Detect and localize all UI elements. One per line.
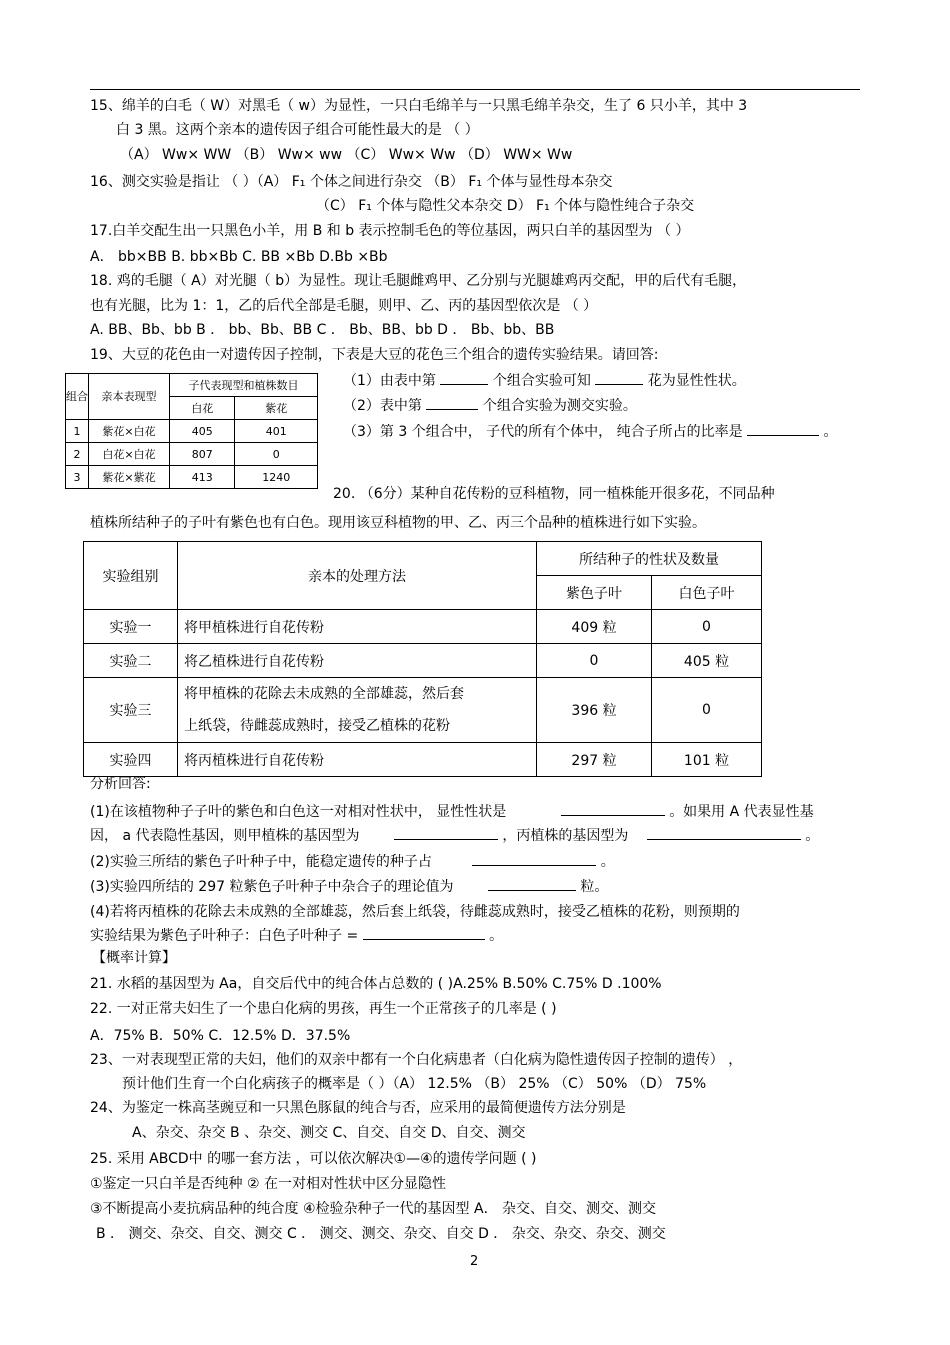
table-row bbox=[84, 644, 762, 678]
t20-white: 101 粒 bbox=[652, 743, 762, 777]
t19-h-offspring: 子代表现型和植株数目 bbox=[170, 374, 318, 397]
q18-options: A. BB、Bb、bb B ． bb、Bb、BB C ． Bb、BB、bb D ． Bb、bb、BB bbox=[90, 322, 555, 338]
q25-options: B ． 测交、杂交、自交、测交 C ． 测交、测交、杂交、自交 D ． 杂交、杂交、杂交、测交 bbox=[96, 1226, 666, 1242]
t20-method bbox=[178, 678, 537, 743]
table-row bbox=[66, 420, 318, 443]
page-number: 2 bbox=[470, 1254, 479, 1269]
t19-cell: 紫花×紫花 bbox=[89, 466, 170, 489]
table-row bbox=[84, 743, 762, 777]
t20-group: 实验二 bbox=[84, 644, 178, 678]
q20-analysis: 分析回答: bbox=[90, 776, 151, 792]
t20-h-group: 实验组别 bbox=[84, 542, 178, 610]
q15-line2: 白 3 黑。这两个亲本的遗传因子组合可能性最大的是 （ ） bbox=[116, 122, 479, 138]
q20-a3 bbox=[90, 851, 615, 872]
t19-h-white: 白花 bbox=[170, 397, 235, 420]
q19-sub1 bbox=[343, 370, 746, 391]
q24-options: A、杂交、杂交 B 、杂交、测交 C、自交、自交 D、自交、测交 bbox=[132, 1125, 526, 1141]
table-row bbox=[66, 466, 318, 489]
q18-line2: 也有光腿，比为 1：1，乙的后代全部是毛腿，则甲、乙、丙的基因型依次是 （ ） bbox=[90, 298, 598, 314]
q17-line1: 17.白羊交配生出一只黑色小羊，用 B 和 b 表示控制毛色的等位基因，两只白羊的基因型为 （ ） bbox=[90, 223, 690, 239]
t20-method: 将甲植株进行自花传粉 bbox=[178, 610, 537, 644]
q20-a1 bbox=[90, 801, 814, 822]
t20-white: 0 bbox=[652, 610, 762, 644]
t19-cell: 807 bbox=[170, 443, 235, 466]
q19-s3a: （3）第 3 个组合中， 子代的所有个体中， 纯合子所占的比率是 bbox=[343, 424, 743, 440]
table-row bbox=[84, 610, 762, 644]
q20-a6b: 。 bbox=[489, 928, 504, 944]
t20-white: 405 粒 bbox=[652, 644, 762, 678]
t19-cell: 1240 bbox=[235, 466, 318, 489]
q20-a5: (4)若将丙植株的花除去未成熟的全部雄蕊，然后套上纸袋，待雌蕊成熟时，接受乙植株的花粉，则预期的 bbox=[90, 904, 740, 920]
t20-method: 将丙植株进行自花传粉 bbox=[178, 743, 537, 777]
t19-cell: 白花×白花 bbox=[89, 443, 170, 466]
q18-line1: 18. 鸡的毛腿（ A）对光腿（ b）为显性。现让毛腿雌鸡甲、乙分别与光腿雄鸡丙交配，甲的后代有毛腿， bbox=[90, 273, 747, 289]
t20-group: 实验四 bbox=[84, 743, 178, 777]
q19-s2a: （2）表中第 bbox=[343, 398, 422, 414]
q19-s1a: （1）由表中第 bbox=[343, 373, 436, 389]
t19-cell: 401 bbox=[235, 420, 318, 443]
t20-white: 0 bbox=[652, 678, 762, 743]
section-heading: 【概率计算】 bbox=[92, 950, 176, 966]
q25-stem: 25. 采用 ABCD中 的哪一套方法 ，可以依次解决①—④的遗传学问题 ( ) bbox=[90, 1151, 537, 1167]
q20-a2b: ，丙植株的基因型为 bbox=[502, 828, 629, 844]
q20-blank3[interactable] bbox=[647, 825, 801, 840]
t20-method: 将乙植株进行自花传粉 bbox=[178, 644, 537, 678]
q19-blank1[interactable] bbox=[440, 370, 488, 385]
q20-blank1[interactable] bbox=[561, 801, 665, 816]
q23-line1: 23、一对表现型正常的夫妇，他们的双亲中都有一个白化病患者（白化病为隐性遗传因子控制的遗传） ， bbox=[90, 1052, 743, 1068]
q22: 22. 一对正常夫妇生了一个患白化病的男孩，再生一个正常孩子的几率是 ( ) bbox=[90, 1001, 557, 1017]
q19-s3b: 。 bbox=[823, 424, 838, 440]
q20-blank4[interactable] bbox=[472, 851, 596, 866]
t20-h-method: 亲本的处理方法 bbox=[178, 542, 537, 610]
t20-h-purple: 紫色子叶 bbox=[537, 576, 652, 610]
q19-blank4[interactable] bbox=[747, 421, 819, 436]
q24: 24、为鉴定一株高茎豌豆和一只黑色豚鼠的纯合与否，应采用的最简便遗传方法分别是 bbox=[90, 1100, 626, 1116]
t19-cell: 紫花×白花 bbox=[89, 420, 170, 443]
q20-blank2[interactable] bbox=[394, 825, 498, 840]
q23-line2: 预计他们生育一个白化病孩子的概率是（ ）（A） 12.5% （B） 25% （C） 50% （D） 75% bbox=[122, 1076, 707, 1092]
t20-method-line2: 上纸袋，待雌蕊成熟时，接受乙植株的花粉 bbox=[184, 718, 450, 734]
q16-line2: （C） F₁ 个体与隐性父本杂交 D） F₁ 个体与隐性纯合子杂交 bbox=[316, 198, 695, 214]
table-row bbox=[66, 443, 318, 466]
t20-purple: 0 bbox=[537, 644, 652, 678]
q20-a4-text: (3)实验四所结的 297 粒紫色子叶种子中杂合子的理论值为 bbox=[90, 879, 454, 895]
t20-purple: 396 粒 bbox=[537, 678, 652, 743]
q20-a1b: 。如果用 A 代表显性基 bbox=[669, 804, 814, 820]
q19-s1c: 花为显性性状。 bbox=[647, 373, 746, 389]
q19-s2b: 个组合实验为测交实验。 bbox=[482, 398, 637, 414]
q20-a1-text: (1)在该植物种子子叶的紫色和白色这一对相对性状中， 显性性状是 bbox=[90, 804, 507, 820]
q16-line1: 16、测交实验是指让 （ ）（A） F₁ 个体之间进行杂交 （B） F₁ 个体与显性母本杂交 bbox=[90, 174, 613, 190]
t20-purple: 297 粒 bbox=[537, 743, 652, 777]
t19-h-purple: 紫花 bbox=[235, 397, 318, 420]
q20-a4b: 粒。 bbox=[580, 879, 609, 895]
q20-blank5[interactable] bbox=[488, 876, 576, 891]
q20-table bbox=[83, 541, 762, 777]
q15-line1: 15、绵羊的白毛（ W）对黑毛（ w）为显性，一只白毛绵羊与一只黑毛绵羊杂交，生了 6 只小羊，其中 3 bbox=[90, 98, 748, 114]
t20-purple: 409 粒 bbox=[537, 610, 652, 644]
q20-stem2: 植株所结种子的子叶有紫色也有白色。现用该豆科植物的甲、乙、丙三个品种的植株进行如下实验。 bbox=[90, 515, 706, 531]
q20-stem1: 20. （6分）某种自花传粉的豆科植物，同一植株能开很多花，不同品种 bbox=[333, 486, 775, 502]
t19-cell: 0 bbox=[235, 443, 318, 466]
t20-group: 实验三 bbox=[84, 678, 178, 743]
q25-items2: ③不断提高小麦抗病品种的纯合度 ④检验杂种子一代的基因型 A． 杂交、自交、测交、测交 bbox=[90, 1201, 657, 1217]
t19-cell: 413 bbox=[170, 466, 235, 489]
t19-h-group: 组合 bbox=[66, 374, 89, 420]
t20-method-line1: 将甲植株的花除去未成熟的全部雄蕊，然后套 bbox=[184, 686, 464, 702]
q19-stem: 19、大豆的花色由一对遗传因子控制，下表是大豆的花色三个组合的遗传实验结果。请回答: bbox=[90, 347, 659, 363]
q21: 21. 水稻的基因型为 Aa，自交后代中的纯合体占总数的 ( )A.25% B.50% C.75% D .100% bbox=[90, 976, 662, 992]
q20-a6 bbox=[90, 925, 503, 946]
t20-h-traits: 所结种子的性状及数量 bbox=[537, 542, 762, 576]
q19-s1b: 个组合实验可知 bbox=[492, 373, 591, 389]
q20-a6-text: 实验结果为紫色子叶种子：白色子叶种子 = bbox=[90, 928, 359, 944]
t20-h-white: 白色子叶 bbox=[652, 576, 762, 610]
q19-table bbox=[65, 373, 318, 489]
q20-a2 bbox=[90, 825, 819, 846]
q17-options: A． bb×BB B. bb×Bb C. BB ×Bb D.Bb ×Bb bbox=[90, 249, 388, 265]
q20-a2-text: 因， a 代表隐性基因，则甲植株的基因型为 bbox=[90, 828, 360, 844]
q19-blank2[interactable] bbox=[595, 370, 643, 385]
q15-options: （A） Ww× WW （B） Ww× ww （C） Ww× Ww （D） WW× Ww bbox=[120, 147, 573, 163]
t19-h-parent: 亲本表现型 bbox=[89, 374, 170, 420]
q20-a3b: 。 bbox=[600, 854, 615, 870]
table-row bbox=[84, 678, 762, 743]
q20-a2c: 。 bbox=[805, 828, 820, 844]
t19-cell: 1 bbox=[66, 420, 89, 443]
q20-a4 bbox=[90, 876, 608, 897]
q19-sub2 bbox=[343, 395, 637, 416]
q19-blank3[interactable] bbox=[426, 395, 478, 410]
t19-cell: 3 bbox=[66, 466, 89, 489]
t19-cell: 405 bbox=[170, 420, 235, 443]
q22-options: A．75% B．50% C．12.5% D．37.5% bbox=[90, 1028, 351, 1044]
q25-items1: ①鉴定一只白羊是否纯种 ② 在一对相对性状中区分显隐性 bbox=[90, 1176, 447, 1192]
q19-sub3 bbox=[343, 421, 838, 442]
t20-group: 实验一 bbox=[84, 610, 178, 644]
header-rule bbox=[90, 89, 860, 90]
t19-cell: 2 bbox=[66, 443, 89, 466]
q20-a3-text: (2)实验三所结的紫色子叶种子中，能稳定遗传的种子占 bbox=[90, 854, 432, 870]
q20-blank6[interactable] bbox=[363, 925, 485, 940]
